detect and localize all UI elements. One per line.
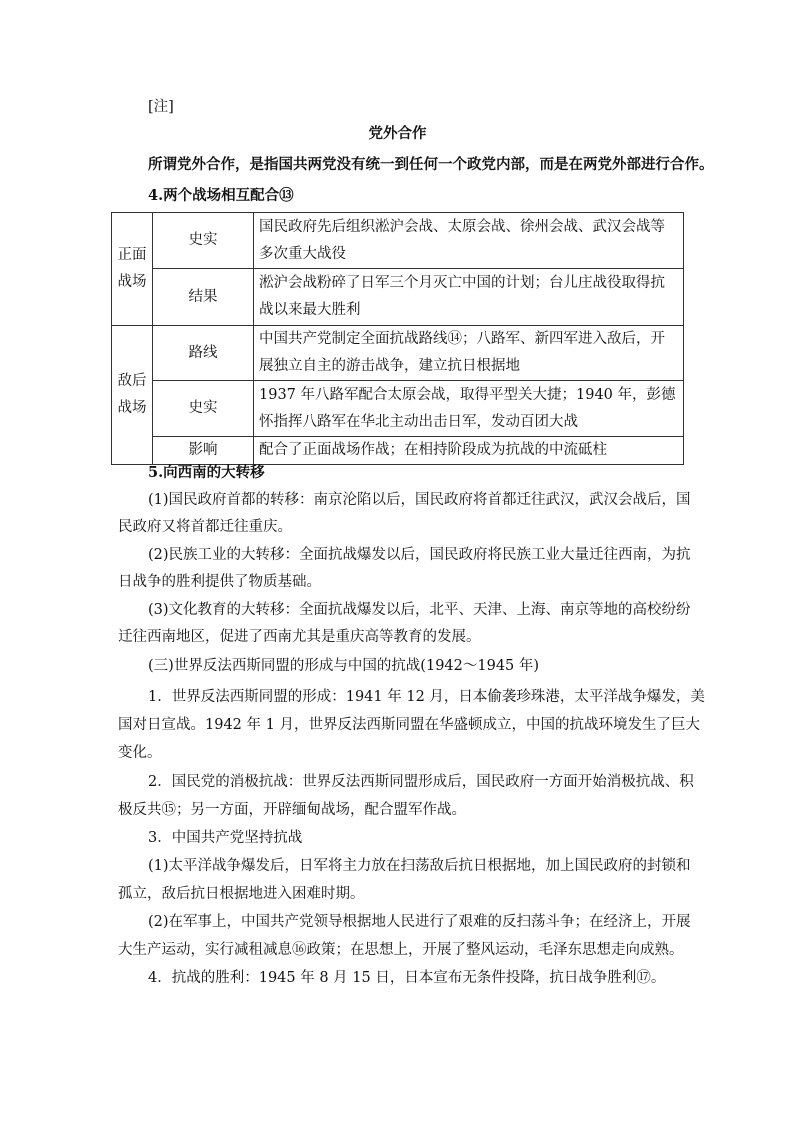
paragraph-line: 迁往西南地区，促进了西南尤其是重庆高等教育的发展。 bbox=[118, 629, 481, 645]
table-row bbox=[112, 326, 684, 381]
section-3-heading: (三)世界反法西斯同盟的形成与中国的抗战(1942～1945 年) bbox=[148, 658, 540, 674]
row-content: 淞沪会战粉碎了日军三个月灭亡中国的计划；台儿庄战役取得抗战以来最大胜利 bbox=[254, 269, 684, 326]
note-text: 所谓党外合作，是指国共两党没有统一到任何一个政党内部，而是在两党外部进行合作。 bbox=[148, 156, 714, 173]
row-label: 路线 bbox=[153, 326, 254, 381]
section-4-heading: 4.两个战场相互配合⑬ bbox=[148, 187, 294, 204]
row-label: 结果 bbox=[153, 269, 254, 326]
section-5-heading: 5.向西南的大转移 bbox=[148, 464, 265, 481]
note-label: [注] bbox=[148, 99, 174, 115]
paragraph-line: 1．世界反法西斯同盟的形成：1941 年 12 月，日本偷袭珍珠港，太平洋战争爆发，美 bbox=[148, 689, 705, 705]
row-label: 史实 bbox=[153, 381, 254, 437]
paragraph-line: 2．国民党的消极抗战：世界反法西斯同盟形成后，国民政府一方面开始消极抗战、积 bbox=[148, 774, 694, 790]
paragraph-line: (2)在军事上，中国共产党领导根据地人民进行了艰难的反扫荡斗争；在经济上，开展 bbox=[148, 914, 691, 930]
paragraph-line: (1)国民政府首都的转移：南京沦陷以后，国民政府将首都迁往武汉，武汉会战后，国 bbox=[148, 492, 691, 508]
row-content: 中国共产党制定全面抗战路线⑭；八路军、新四军进入敌后，开展独立自主的游击战争，建立抗日根据地 bbox=[254, 326, 684, 381]
battlefields-table bbox=[111, 212, 684, 465]
paragraph-line: 4．抗战的胜利：1945 年 8 月 15 日，日本宣布无条件投降，抗日战争胜利⑰。 bbox=[148, 970, 666, 986]
paragraph-line: 日战争的胜利提供了物质基础。 bbox=[118, 574, 321, 590]
row-content: 配合了正面战场作战；在相持阶段成为抗战的中流砥柱 bbox=[254, 437, 684, 465]
paragraph-line: 变化。 bbox=[118, 745, 162, 761]
paragraph-line: 孤立，敌后抗日根据地进入困难时期。 bbox=[118, 886, 365, 902]
table-row bbox=[112, 269, 684, 326]
paragraph-line: 民政府又将首都迁往重庆。 bbox=[118, 519, 292, 535]
table-row bbox=[112, 381, 684, 437]
rear-side-label: 敌后战场 bbox=[112, 326, 153, 465]
paragraph-line: 极反共⑮；另一方面，开辟缅甸战场，配合盟军作战。 bbox=[118, 802, 466, 818]
paragraph-heading: 3．中国共产党坚持抗战 bbox=[148, 830, 303, 846]
row-content: 国民政府先后组织淞沪会战、太原会战、徐州会战、武汉会战等多次重大战役 bbox=[254, 213, 684, 269]
row-content: 1937 年八路军配合太原会战，取得平型关大捷；1940 年，彭德怀指挥八路军在华北主动出击日军，发动百团大战 bbox=[254, 381, 684, 437]
row-label: 影响 bbox=[153, 437, 254, 465]
paragraph-line: 大生产运动，实行减租减息⑯政策；在思想上，开展了整风运动，毛泽东思想走向成熟。 bbox=[118, 942, 684, 958]
note-title: 党外合作 bbox=[368, 125, 427, 142]
table-row bbox=[112, 437, 684, 465]
paragraph-line: (1)太平洋战争爆发后，日军将主力放在扫荡敌后抗日根据地，加上国民政府的封锁和 bbox=[148, 858, 691, 874]
paragraph-line: (2)民族工业的大转移：全面抗战爆发以后，国民政府将民族工业大量迁往西南，为抗 bbox=[148, 547, 691, 563]
paragraph-line: (3)文化教育的大转移：全面抗战爆发以后，北平、天津、上海、南京等地的高校纷纷 bbox=[148, 602, 691, 618]
paragraph-line: 国对日宣战。1942 年 1 月，世界反法西斯同盟在华盛顿成立，中国的抗战环境发生了巨大 bbox=[118, 717, 700, 733]
front-side-label: 正面战场 bbox=[112, 213, 153, 326]
row-label: 史实 bbox=[153, 213, 254, 269]
table-row bbox=[112, 213, 684, 269]
